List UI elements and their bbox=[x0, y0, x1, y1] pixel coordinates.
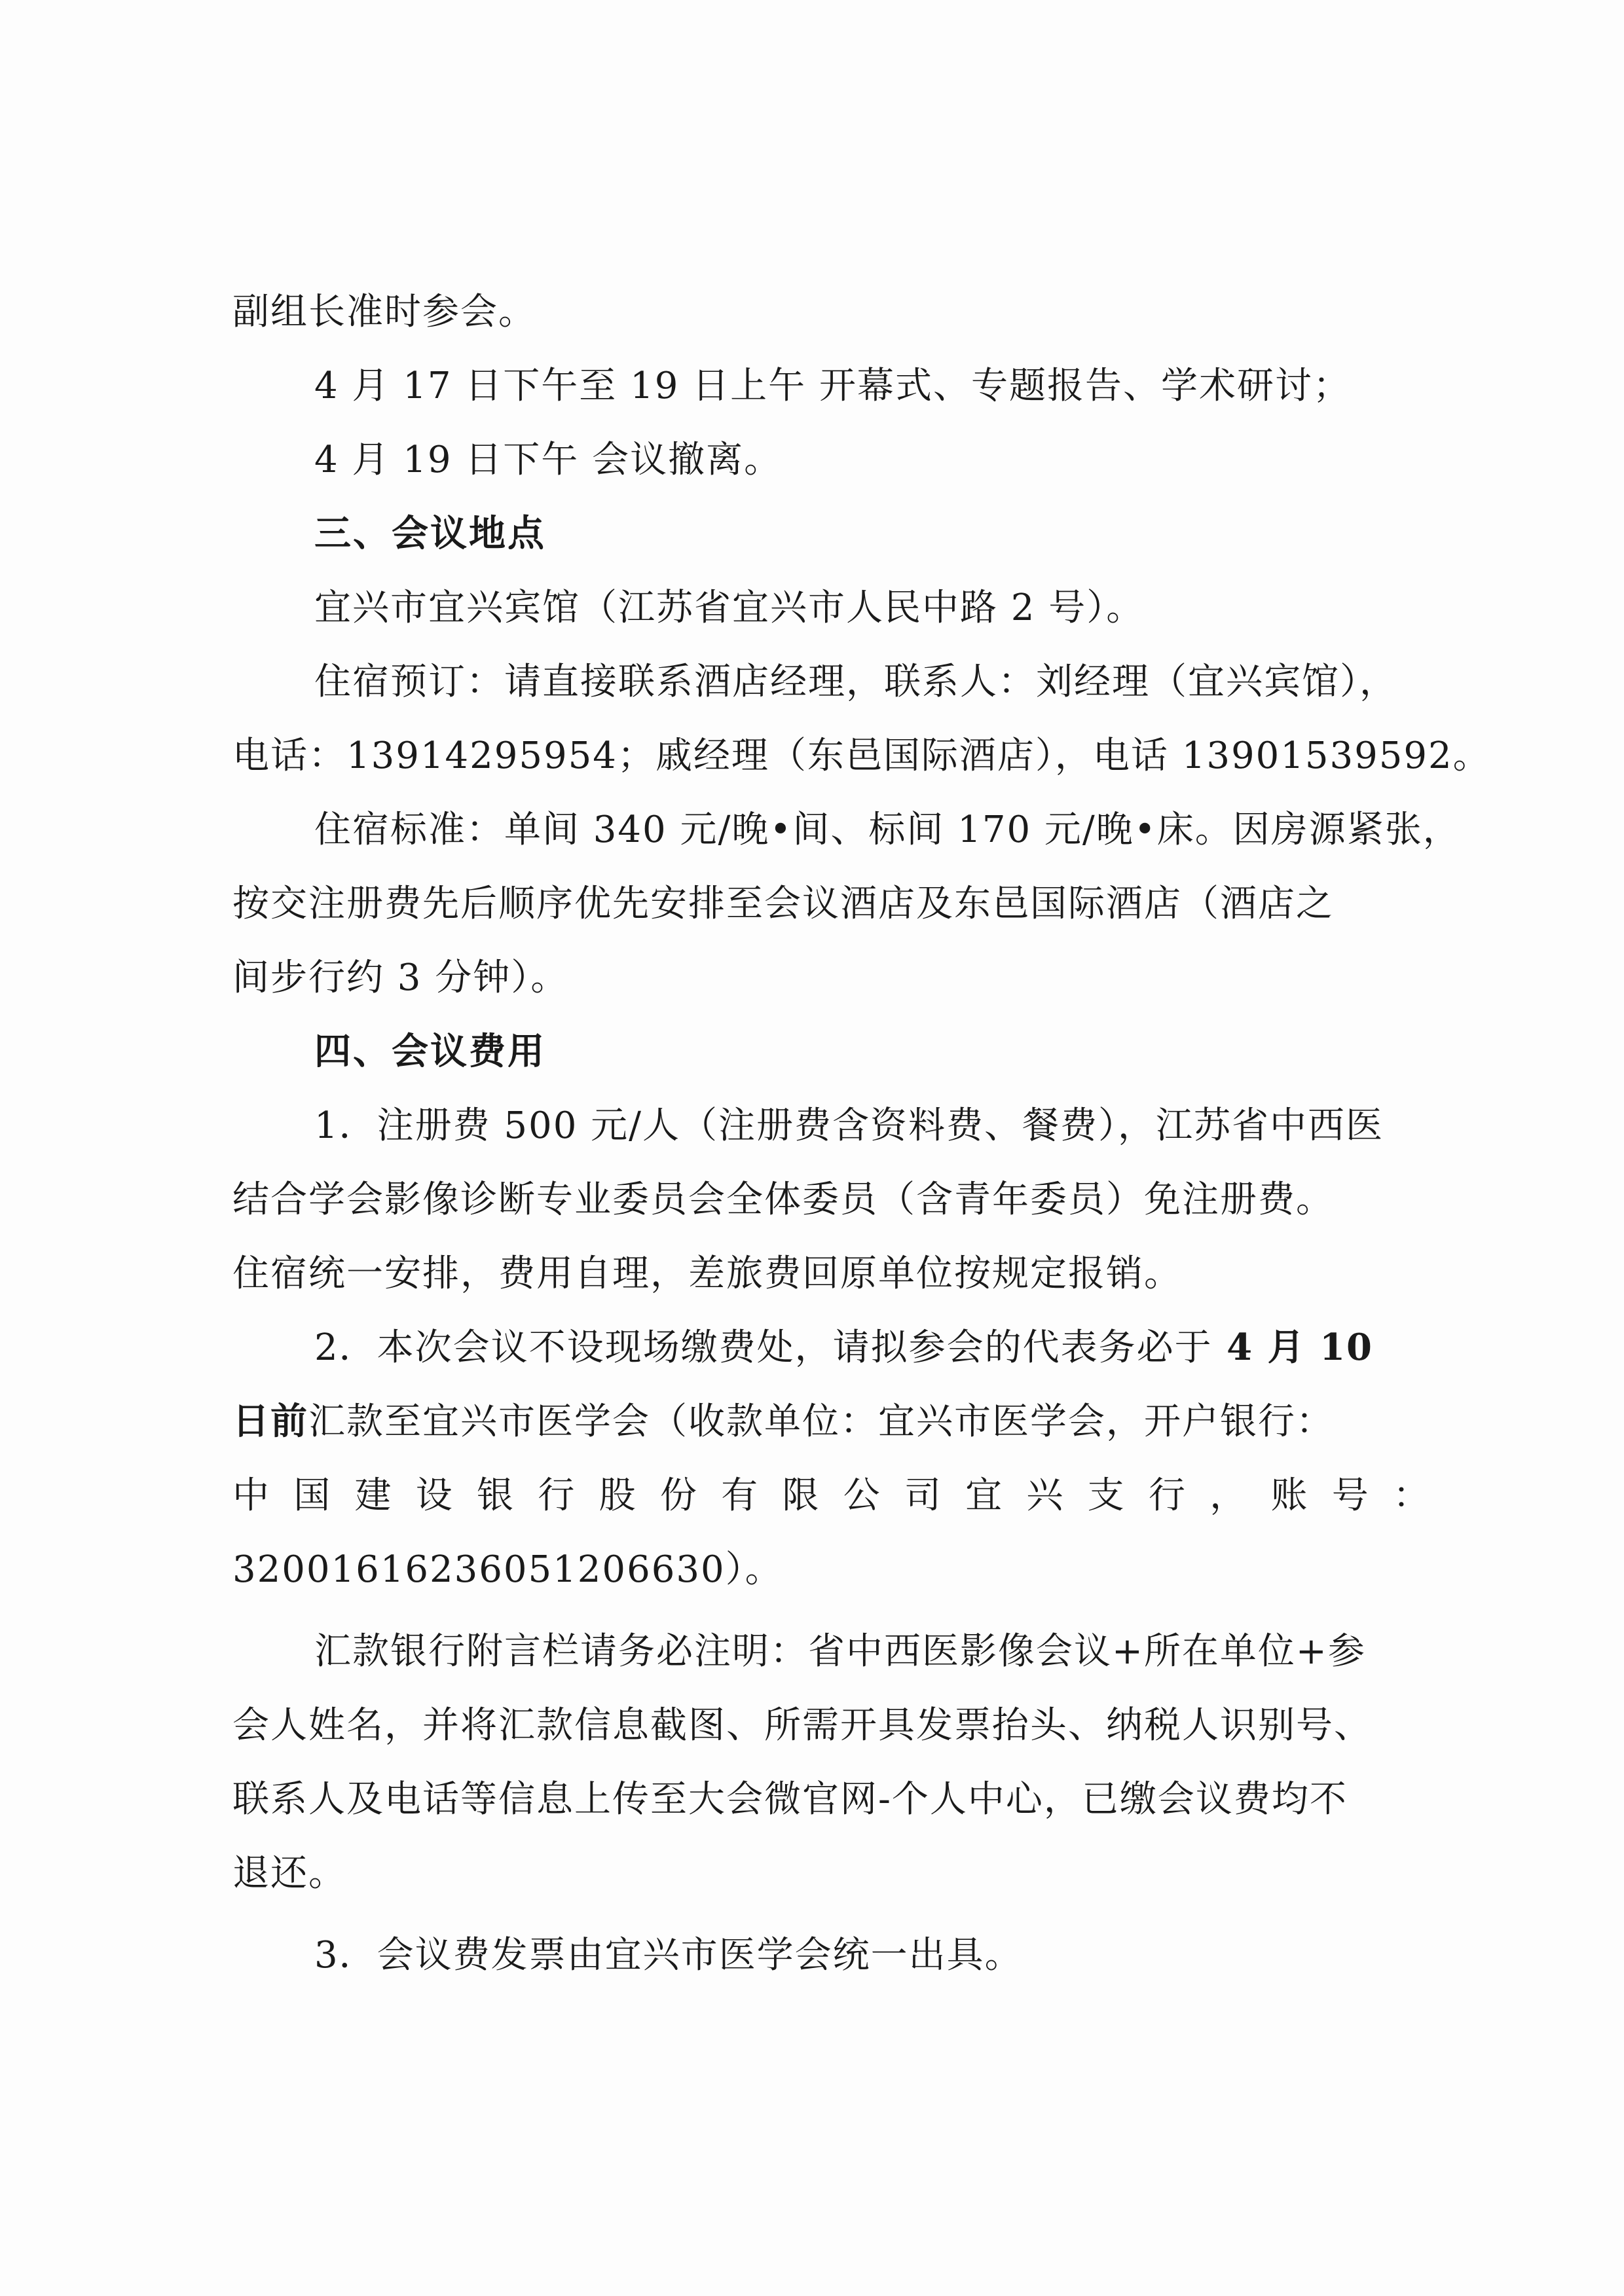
text-span: 2．本次会议不设现场缴费处，请拟参会的代表务必于 bbox=[314, 1326, 1213, 1369]
spacer bbox=[232, 1607, 1431, 1614]
account-number-line: 32001616236051206630）。 bbox=[232, 1548, 783, 1591]
text-line: 联系人及电话等信息上传至大会微官网-个人中心，已缴会议费均不 bbox=[232, 1778, 1348, 1821]
text-line: 退还。 bbox=[232, 1852, 346, 1895]
text-line: 副组长准时参会。 bbox=[232, 291, 536, 333]
section-heading-fees: 四、会议费用 bbox=[314, 1030, 546, 1073]
text-line: 会人姓名，并将汇款信息截图、所需开具发票抬头、纳税人识别号、 bbox=[232, 1704, 1372, 1747]
deadline-date: 4 月 10 bbox=[1212, 1326, 1374, 1369]
schedule-line: 4 月 17 日下午至 19 日上午 开幕式、专题报告、学术研讨； bbox=[314, 365, 1351, 407]
venue-address: 宜兴市宜兴宾馆（江苏省宜兴市人民中路 2 号）。 bbox=[314, 587, 1145, 629]
section-heading-venue: 三、会议地点 bbox=[314, 513, 546, 555]
text-line: 1．注册费 500 元/人（注册费含资料费、餐费），江苏省中西医 bbox=[314, 1104, 1384, 1147]
payment-line bbox=[232, 1385, 1431, 1459]
text-line: 住宿预订：请直接联系酒店经理，联系人：刘经理（宜兴宾馆）， bbox=[314, 661, 1397, 703]
text-line: 住宿标准：单间 340 元/晚•间、标间 170 元/晚•床。因房源紧张， bbox=[314, 809, 1461, 851]
deadline-date-suffix: 日前 bbox=[232, 1400, 308, 1443]
document-body bbox=[232, 275, 1491, 1992]
text-line: 3．会议费发票由宜兴市医学会统一出具。 bbox=[314, 1934, 1023, 1977]
schedule-line: 4 月 19 日下午 会议撤离。 bbox=[314, 439, 783, 481]
text-span: 汇款至宜兴市医学会（收款单位：宜兴市医学会，开户银行： bbox=[308, 1400, 1334, 1443]
text-line: 结合学会影像诊断专业委员会全体委员（含青年委员）免注册费。 bbox=[232, 1178, 1334, 1221]
bank-name-line: 中国建设银行股份有限公司宜兴支行，账号： bbox=[232, 1474, 1431, 1517]
text-line: 住宿统一安排，费用自理，差旅费回原单位按规定报销。 bbox=[232, 1252, 1182, 1295]
payment-deadline-line bbox=[232, 1311, 1431, 1385]
text-line: 按交注册费先后顺序优先安排至会议酒店及东邑国际酒店（酒店之 bbox=[232, 883, 1334, 925]
text-line: 间步行约 3 分钟）。 bbox=[232, 957, 569, 999]
text-line: 汇款银行附言栏请务必注明：省中西医影像会议+所在单位+参 bbox=[314, 1630, 1366, 1673]
spacer bbox=[232, 1910, 1431, 1918]
text-line: 电话：13914295954；戚经理（东邑国际酒店），电话 13901539592。 bbox=[232, 735, 1491, 777]
